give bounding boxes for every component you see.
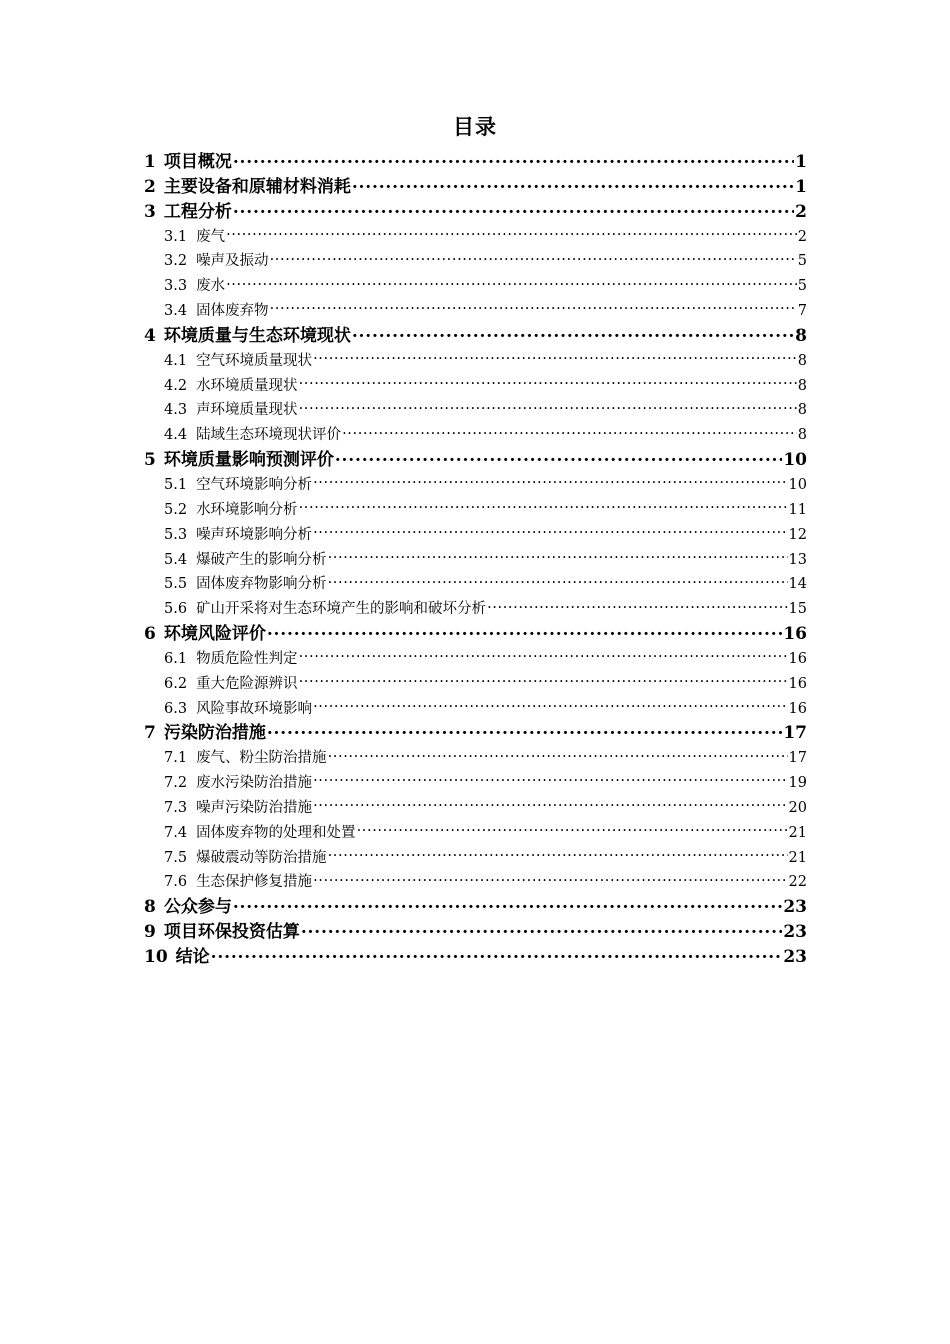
- toc-entry-section[interactable]: [144, 597, 807, 622]
- toc-entry-number: 4.4: [164, 427, 188, 444]
- toc-entry-page-number: 8: [797, 377, 807, 394]
- toc-entry-page-number: 21: [788, 849, 807, 866]
- toc-dot-leader: [301, 920, 782, 937]
- toc-entry-title: 爆破震动等防治措施: [196, 849, 327, 866]
- toc-entry-page-number: 2: [795, 201, 807, 222]
- toc-entry-section[interactable]: [144, 771, 807, 796]
- toc-entry-number: 7.3: [164, 799, 188, 816]
- toc-dot-leader: [335, 448, 782, 465]
- toc-entry-chapter[interactable]: [144, 200, 807, 225]
- toc-dot-leader: [352, 324, 794, 341]
- toc-dot-leader: [226, 276, 797, 291]
- toc-entry-section[interactable]: [144, 225, 807, 250]
- toc-entry-number: 7.2: [164, 775, 188, 792]
- toc-entry-section[interactable]: [144, 796, 807, 821]
- toc-entry-title: 环境质量影响预测评价: [163, 450, 334, 471]
- toc-entry-page-number: 8: [797, 352, 807, 369]
- toc-entry-title: 环境风险评价: [163, 624, 266, 645]
- toc-entry-title: 废气: [196, 228, 226, 245]
- toc-entry-chapter[interactable]: [144, 175, 807, 200]
- toc-entry-number: 4.1: [164, 352, 188, 369]
- toc-entry-title: 水环境质量现状: [196, 377, 298, 394]
- toc-entry-chapter[interactable]: [144, 721, 807, 746]
- toc-entry-page-number: 16: [788, 700, 807, 717]
- toc-entry-section[interactable]: [144, 672, 807, 697]
- toc-dot-leader: [299, 648, 788, 663]
- toc-entry-title: 固体废弃物影响分析: [196, 576, 327, 593]
- toc-entry-page-number: 2: [797, 228, 807, 245]
- toc-entry-title: 物质危险性判定: [196, 650, 298, 667]
- toc-entry-number: 4: [144, 325, 156, 346]
- toc-entry-page-number: 23: [783, 947, 807, 967]
- toc-entry-title: 环境质量与生态环境现状: [163, 325, 351, 346]
- toc-entry-title: 污染防治措施: [163, 723, 266, 744]
- toc-entry-number: 3.3: [164, 278, 188, 295]
- toc-entry-number: 3.2: [164, 253, 188, 270]
- toc-entry-page-number: 13: [788, 551, 807, 568]
- toc-dot-leader: [233, 895, 782, 912]
- toc-entry-title: 工程分析: [163, 201, 232, 222]
- toc-entry-page-number: 17: [788, 750, 807, 767]
- toc-entry-chapter[interactable]: [144, 150, 807, 175]
- toc-dot-leader: [299, 499, 788, 514]
- toc-entry-page-number: 8: [797, 402, 807, 419]
- toc-entry-section[interactable]: [144, 498, 807, 523]
- toc-entry-title: 空气环境质量现状: [196, 352, 313, 369]
- toc-entry-title: 陆域生态环境现状评价: [196, 427, 342, 444]
- toc-entry-page-number: 14: [788, 576, 807, 593]
- toc-entry-section[interactable]: [144, 473, 807, 498]
- toc-dot-leader: [313, 872, 787, 887]
- toc-entry-title: 固体废弃物的处理和处置: [196, 824, 356, 841]
- toc-dot-leader: [313, 474, 787, 489]
- toc-dot-leader: [487, 599, 787, 614]
- toc-entry-number: 5.5: [164, 576, 188, 593]
- toc-entry-section[interactable]: [144, 870, 807, 895]
- toc-entry-number: 3: [144, 201, 156, 222]
- toc-entry-page-number: 8: [797, 427, 807, 444]
- table-of-contents: [144, 150, 807, 970]
- toc-entry-chapter[interactable]: [144, 895, 807, 920]
- toc-entry-page-number: 12: [788, 526, 807, 543]
- toc-dot-leader: [267, 622, 782, 639]
- toc-entry-number: 7.5: [164, 849, 188, 866]
- toc-dot-leader: [233, 150, 794, 167]
- toc-entry-page-number: 1: [795, 152, 807, 172]
- toc-dot-leader: [328, 549, 788, 564]
- toc-entry-section[interactable]: [144, 846, 807, 871]
- toc-entry-title: 矿山开采将对生态环境产生的影响和破坏分析: [196, 601, 487, 618]
- toc-entry-section[interactable]: [144, 249, 807, 274]
- toc-dot-leader: [313, 350, 797, 365]
- toc-entry-title: 废水污染防治措施: [196, 775, 313, 792]
- toc-dot-leader: [357, 822, 788, 837]
- toc-dot-leader: [299, 400, 797, 415]
- toc-entry-page-number: 23: [783, 922, 807, 943]
- toc-entry-title: 重大危险源辨识: [196, 675, 298, 692]
- toc-dot-leader: [270, 301, 797, 316]
- toc-entry-number: 3.4: [164, 303, 188, 320]
- toc-entry-page-number: 21: [788, 824, 807, 841]
- toc-entry-number: 4.3: [164, 402, 188, 419]
- toc-dot-leader: [299, 673, 788, 688]
- toc-entry-number: 7.6: [164, 874, 188, 891]
- toc-entry-section[interactable]: [144, 548, 807, 573]
- toc-entry-chapter[interactable]: [144, 622, 807, 647]
- toc-entry-number: 5.1: [164, 476, 188, 493]
- toc-entry-section[interactable]: [144, 821, 807, 846]
- toc-entry-number: 5.3: [164, 526, 188, 543]
- toc-dot-leader: [270, 251, 797, 266]
- toc-entry-section[interactable]: [144, 523, 807, 548]
- toc-entry-title: 风险事故环境影响: [196, 700, 313, 717]
- toc-entry-title: 水环境影响分析: [196, 501, 298, 518]
- toc-entry-number: 5.6: [164, 601, 188, 618]
- toc-entry-section[interactable]: [144, 423, 807, 448]
- toc-entry-section[interactable]: [144, 697, 807, 722]
- toc-entry-number: 6.2: [164, 675, 188, 692]
- toc-entry-title: 项目概况: [163, 152, 232, 172]
- toc-dot-leader: [352, 175, 794, 192]
- toc-entry-title: 噪声环境影响分析: [196, 526, 313, 543]
- toc-entry-page-number: 17: [783, 723, 807, 744]
- toc-entry-section[interactable]: [144, 374, 807, 399]
- toc-entry-page-number: 16: [788, 675, 807, 692]
- toc-dot-leader: [313, 797, 787, 812]
- toc-entry-number: 6: [144, 624, 156, 645]
- toc-dot-leader: [328, 574, 788, 589]
- toc-entry-section[interactable]: [144, 299, 807, 324]
- toc-entry-number: 5.2: [164, 501, 188, 518]
- toc-dot-leader: [233, 200, 794, 217]
- toc-entry-chapter[interactable]: [144, 945, 807, 970]
- toc-entry-number: 6.3: [164, 700, 188, 717]
- toc-entry-title: 生态保护修复措施: [196, 874, 313, 891]
- toc-entry-page-number: 10: [783, 450, 807, 471]
- toc-entry-number: 3.1: [164, 228, 188, 245]
- toc-entry-title: 主要设备和原辅材料消耗: [163, 176, 351, 197]
- toc-entry-section[interactable]: [144, 572, 807, 597]
- toc-entry-number: 5.4: [164, 551, 188, 568]
- toc-entry-title: 声环境质量现状: [196, 402, 298, 419]
- toc-entry-title: 噪声污染防治措施: [196, 799, 313, 816]
- toc-entry-title: 空气环境影响分析: [196, 476, 313, 493]
- toc-entry-page-number: 22: [788, 874, 807, 891]
- toc-dot-leader: [313, 773, 787, 788]
- toc-dot-leader: [313, 524, 787, 539]
- toc-entry-section[interactable]: [144, 746, 807, 771]
- toc-entry-number: 5: [144, 450, 156, 471]
- toc-dot-leader: [226, 226, 797, 241]
- toc-entry-chapter[interactable]: [144, 448, 807, 473]
- toc-entry-number: 2: [144, 176, 156, 197]
- toc-dot-leader: [299, 375, 797, 390]
- toc-entry-page-number: 1: [795, 176, 807, 197]
- toc-entry-number: 7: [144, 723, 156, 744]
- toc-entry-section[interactable]: [144, 274, 807, 299]
- toc-entry-page-number: 7: [797, 303, 807, 320]
- toc-entry-number: 1: [144, 152, 156, 172]
- toc-entry-title: 项目环保投资估算: [163, 922, 300, 943]
- toc-entry-title: 结论: [175, 947, 210, 967]
- toc-entry-chapter[interactable]: [144, 324, 807, 349]
- toc-dot-leader: [211, 945, 783, 962]
- toc-entry-title: 爆破产生的影响分析: [196, 551, 327, 568]
- toc-entry-number: 8: [144, 897, 156, 918]
- toc-entry-page-number: 23: [783, 897, 807, 918]
- toc-entry-page-number: 8: [795, 325, 807, 346]
- toc-entry-chapter[interactable]: [144, 920, 807, 945]
- toc-dot-leader: [267, 721, 782, 738]
- toc-entry-title: 公众参与: [163, 897, 232, 918]
- toc-entry-page-number: 16: [783, 624, 807, 645]
- toc-entry-page-number: 19: [788, 775, 807, 792]
- toc-entry-page-number: 11: [788, 501, 807, 518]
- toc-entry-page-number: 20: [788, 799, 807, 816]
- toc-title: 目录: [453, 114, 497, 139]
- toc-entry-page-number: 15: [788, 601, 807, 618]
- toc-entry-title: 固体废弃物: [196, 303, 269, 320]
- toc-entry-page-number: 5: [797, 278, 807, 295]
- toc-entry-page-number: 10: [788, 476, 807, 493]
- toc-entry-number: 10: [144, 947, 168, 967]
- toc-entry-number: 7.4: [164, 824, 188, 841]
- toc-dot-leader: [313, 698, 787, 713]
- toc-entry-number: 7.1: [164, 750, 188, 767]
- toc-entry-number: 4.2: [164, 377, 188, 394]
- toc-entry-number: 9: [144, 922, 156, 943]
- toc-entry-page-number: 5: [797, 253, 807, 270]
- toc-entry-title: 噪声及振动: [196, 253, 269, 270]
- toc-entry-section[interactable]: [144, 349, 807, 374]
- toc-entry-number: 6.1: [164, 650, 188, 667]
- toc-entry-section[interactable]: [144, 647, 807, 672]
- toc-dot-leader: [342, 425, 797, 440]
- toc-entry-title: 废水: [196, 278, 226, 295]
- toc-dot-leader: [328, 847, 788, 862]
- toc-dot-leader: [328, 748, 788, 763]
- toc-entry-section[interactable]: [144, 398, 807, 423]
- toc-entry-title: 废气、粉尘防治措施: [196, 750, 327, 767]
- toc-entry-page-number: 16: [788, 650, 807, 667]
